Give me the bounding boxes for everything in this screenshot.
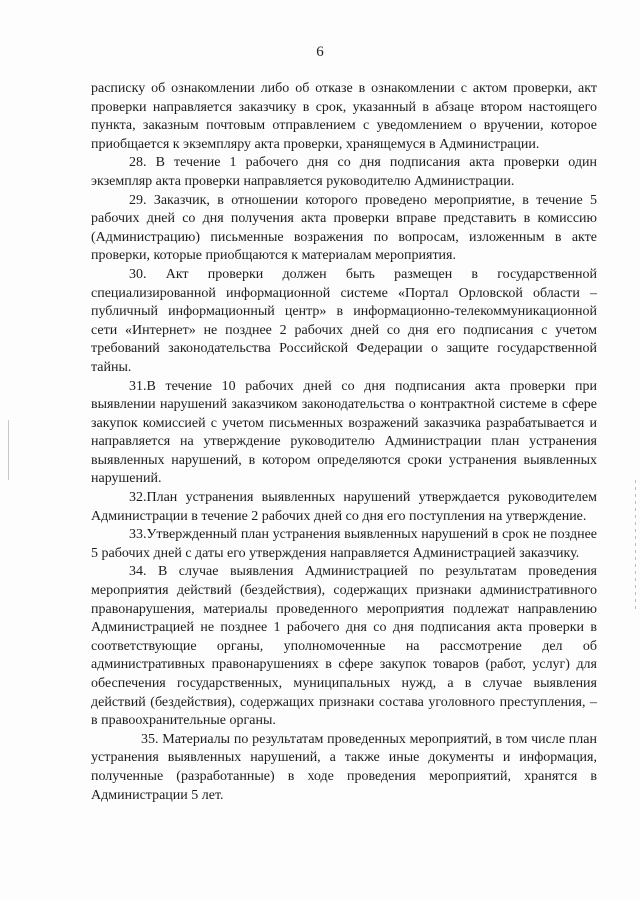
paragraph-31: 31.В течение 10 рабочих дней со дня подписания акта проверки при выявлении нарушений заказчиком законодательства о контрактной системе в сфере закупок комиссией с учетом письменных возражений заказчика разрабатывается и направляется на утверждение руководителю Администрации план устранения выявленных нарушений, в котором определяются сроки устранения выявленных нарушений. [91, 378, 597, 487]
paragraph-32: 32.План устранения выявленных нарушений утверждается руководителем Администрации в течение 2 рабочих дней со дня его поступления на утверждение. [91, 490, 597, 524]
paragraph-33: 33.Утвержденный план устранения выявленных нарушений в срок не позднее 5 рабочих дней с даты его утверждения направляется Администрацией заказчику. [91, 527, 597, 561]
paragraph-continuation: расписку об ознакомлении либо об отказе в ознакомлении с актом проверки, акт проверки направляется заказчику в срок, указанный в абзаце втором настоящего пункта, заказным почтовым отправлением с уведомлением о вручении, которое приобщается к экземпляру акта проверки, хранящемуся в Администрации. [91, 81, 597, 152]
document-body [91, 80, 597, 805]
paragraph-28: 28. В течение 1 рабочего дня со дня подписания акта проверки один экземпляр акта проверки направляется руководителю Администрации. [91, 155, 597, 189]
paragraph-34: 34. В случае выявления Администрацией по результатам проведения мероприятия действий (бездействия), содержащих признаки административного правонарушения, материалы проведенного мероприятия подлежат направлению Администрацией не позднее 1 рабочего дня со дня подписания акта проверки в соответствующие органы, уполномоченные на рассмотрение дел об административных правонарушениях в сфере закупок товаров (работ, услуг) для обеспечения государственных, муниципальных нужд, а в случае выявления действий (бездействия), содержащих признаки состава уголовного преступления, – в правоохранительные органы. [91, 564, 597, 729]
scan-artifact-left [8, 420, 9, 480]
page-number: 6 [316, 44, 324, 60]
scan-artifact-right [635, 480, 636, 610]
paragraph-30: 30. Акт проверки должен быть размещен в государственной специализированной информационной системе «Портал Орловской области – публичный информационный центр» в информационно-телекоммуникационной сети «Интернет» не позднее 2 рабочих дней со дня его подписания с учетом требований законодательства Российской Федерации о защите государственной тайны. [91, 266, 597, 375]
paragraph-35: 35. Материалы по результатам проведенных мероприятий, в том числе план устранения выявленных нарушений, а также иные документы и информация, полученные (разработанные) в ходе проведения мероприятий, хранятся в Администрации 5 лет. [91, 731, 597, 803]
paragraph-29: 29. Заказчик, в отношении которого проведено мероприятие, в течение 5 рабочих дней со дня получения акта проверки вправе представить в комиссию (Администрацию) письменные возражения по вопросам, изложенным в акте проверки, которые приобщаются к материалам мероприятия. [91, 192, 597, 264]
